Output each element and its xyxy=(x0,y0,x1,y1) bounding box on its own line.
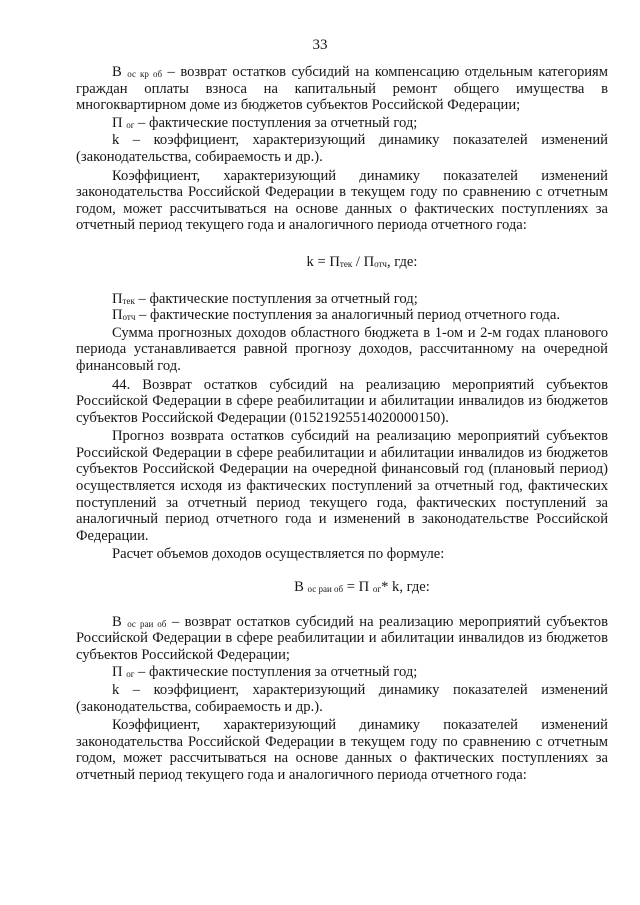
formula-k: k = Птек / Потч, где: xyxy=(306,253,418,270)
coefficient-paragraph: Коэффициент, характеризующий динамику показателей изменений законодательства Российской Федерации в текущем году по сравнению с отчетным годом, может рассчитываться на основе данных о фактических поступлениях за отчетный период текущего года и аналогичного периода отчетного года: xyxy=(76,167,608,234)
variable-symbol: В xyxy=(112,64,122,80)
variable-subscript: ос кр об xyxy=(127,69,163,79)
variable-subscript: ог xyxy=(126,669,135,680)
definition-k-2: k – коэффициент, характеризующий динамику показателей изменений (законодательства, собираемость и др.). xyxy=(76,682,608,715)
definition-text: – возврат остатков субсидий на реализацию мероприятий субъектов Российской Федерации в сфере реабилитации и абилитации инвалидов из бюджетов субъектов Российской Федерации; xyxy=(76,613,608,663)
definition-p-tek xyxy=(76,291,608,308)
definition-p-og-2 xyxy=(76,664,608,681)
definition-b-os-kr-ob xyxy=(76,64,608,114)
definition-text: – фактические поступления за отчетный год; xyxy=(134,114,418,131)
variable-subscript: ос раи об xyxy=(127,618,167,629)
variable-symbol: П xyxy=(112,114,123,131)
forecast-sum-paragraph: Сумма прогнозных доходов областного бюджета в 1-ом и 2-м годах планового периода устанавливается равной прогнозу доходов, рассчитанному на очередной финансовый год. xyxy=(76,324,608,374)
variable-symbol: П xyxy=(112,290,123,307)
item-44-heading: 44. Возврат остатков субсидий на реализацию мероприятий субъектов Российской Федерации в сфере реабилитации и абилитации инвалидов из бюджетов субъектов Российской Федерации (01521925514020000150). xyxy=(76,376,608,426)
definition-k: k – коэффициент, характеризующий динамику показателей изменений (законодательства, собираемость и др.). xyxy=(76,132,608,165)
definition-p-og xyxy=(76,115,608,132)
variable-subscript: тек xyxy=(122,295,135,306)
definition-p-otch xyxy=(76,307,608,324)
definition-b-os-rai-ob xyxy=(76,614,608,664)
formula-b: В ос раи об = П ог* k, где: xyxy=(294,579,430,596)
page-number: 33 xyxy=(312,37,328,53)
definition-text: – возврат остатков субсидий на компенсацию отдельным категориям граждан оплаты взноса на капитальный ремонт общего имущества в многоквартирном доме из бюджетов субъектов Российской Федерации; xyxy=(76,64,608,114)
variable-symbol: П xyxy=(112,307,123,324)
variable-symbol: В xyxy=(112,613,122,630)
coefficient-paragraph-2: Коэффициент, характеризующий динамику показателей изменений законодательства Российской Федерации в текущем году по сравнению с отчетным годом, может рассчитываться на основе данных о фактических поступлениях за отчетный период текущего года и аналогичного периода отчетного года: xyxy=(76,717,608,783)
variable-subscript: ог xyxy=(126,119,135,130)
forecast-method-paragraph: Прогноз возврата остатков субсидий на реализацию мероприятий субъектов Российской Федерации в сфере реабилитации и абилитации инвалидов из бюджетов субъектов Российской Федерации на очередной финансовый год (плановый период) осуществляется исходя из фактических поступлений за отчетный год, фактических поступлений за отчетный период текущего года, фактических поступлений за аналогичный период отчетного года и изменений в законодательстве Российской Федерации. xyxy=(76,428,608,544)
variable-symbol: П xyxy=(112,664,123,681)
definition-text: – фактические поступления за отчетный год; xyxy=(134,664,418,681)
calculation-intro: Расчет объемов доходов осуществляется по формуле: xyxy=(112,546,445,563)
definition-text: – фактические поступления за аналогичный период отчетного года. xyxy=(135,307,560,324)
definition-text: – фактические поступления за отчетный год; xyxy=(134,290,418,307)
document-body xyxy=(76,64,608,784)
variable-subscript: отч xyxy=(122,312,136,323)
